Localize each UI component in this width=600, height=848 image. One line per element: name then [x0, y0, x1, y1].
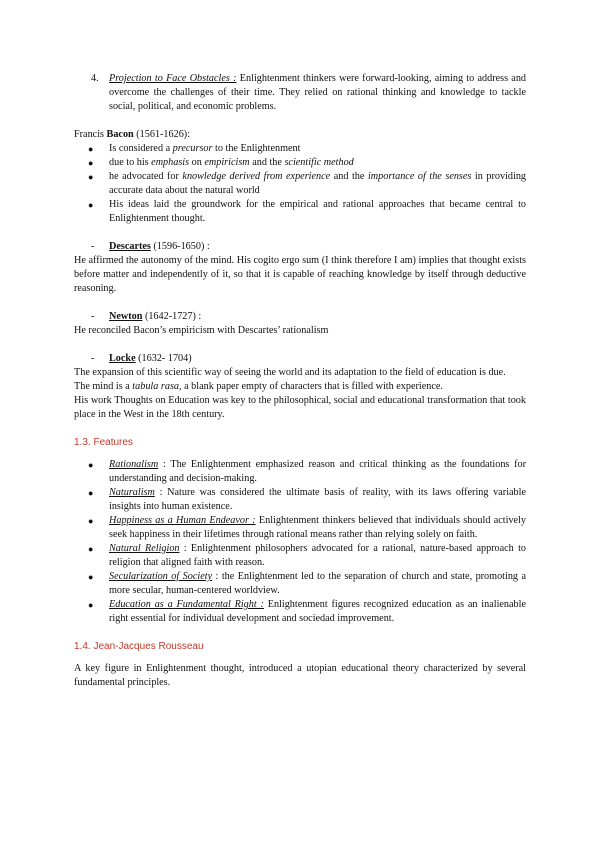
bullet-icon: ● — [88, 544, 94, 554]
bullet-icon: ● — [88, 200, 94, 210]
text: in providing accurate data about the natural world — [109, 171, 527, 196]
text: , a blank paper empty of characters that is filled with experience. — [179, 381, 443, 392]
list-item — [74, 142, 526, 156]
locke-name: Locke — [109, 353, 136, 364]
emphasis: knowledge derived from experience — [182, 171, 331, 182]
feature-title: Happiness as a Human Endeavor : — [109, 515, 256, 526]
bullet-icon: ● — [88, 600, 94, 610]
text: due to his — [109, 157, 152, 168]
list-item — [74, 198, 526, 226]
list-item — [74, 598, 526, 626]
locke-paragraph-2 — [74, 380, 526, 394]
section-heading-rousseau: 1.4. Jean-Jacques Rousseau — [74, 641, 204, 652]
list-item — [74, 458, 526, 486]
text: to the Enlightenment — [212, 143, 301, 154]
emphasis: importance of the senses — [367, 171, 472, 182]
bullet-icon: ● — [88, 172, 94, 182]
list-item — [74, 570, 526, 598]
item-text: Enlightenment thinkers were forward-looking, aiming to address and overcome the challenges of their time. They relied on rational thinking and knowledge to tackle social, political, and economic problems. — [109, 73, 527, 112]
text: he advocated for — [109, 171, 183, 182]
list-item — [74, 514, 526, 542]
list-item — [74, 156, 526, 170]
text: and the — [249, 157, 285, 168]
emphasis: empiricism — [204, 157, 250, 168]
bacon-prefix: Francis — [74, 129, 107, 140]
descartes-dates: (1596-1650) : — [150, 241, 210, 252]
dash-marker: - — [91, 241, 95, 252]
text: His ideas laid the groundwork for the empirical and rational approaches that became central to Enlightenment thought. — [109, 199, 526, 224]
locke-paragraph-1: The expansion of this scientific way of seeing the world and its adaptation to the field of education is due. — [74, 367, 506, 378]
feature-text: : the Enlightenment led to the separation of church and state, promoting a more secular, human-centered worldview. — [109, 571, 526, 596]
feature-title: Education as a Fundamental Right : — [109, 599, 264, 610]
descartes-name: Descartes — [109, 241, 151, 252]
features-list — [74, 458, 526, 626]
document-page — [74, 72, 526, 690]
descartes-heading — [74, 240, 526, 254]
newton-name: Newton — [109, 311, 143, 322]
feature-title: Natural Religion — [109, 543, 180, 554]
bullet-icon: ● — [88, 144, 94, 154]
item-title: Projection to Face Obstacles : — [109, 73, 237, 84]
feature-text: : Nature was considered the ultimate basis of reality, with its laws offering variable insights into human existence. — [109, 487, 526, 512]
text: Is considered a — [109, 143, 173, 154]
newton-dates: (1642-1727) : — [142, 311, 202, 322]
locke-paragraph-3: His work Thoughts on Education was key to the philosophical, social and educational transformation that took place in the West in the 18th century. — [74, 395, 526, 420]
bacon-name: Bacon — [106, 129, 134, 140]
bullet-icon: ● — [88, 488, 94, 498]
bullet-icon: ● — [88, 516, 94, 526]
emphasis: precursor — [172, 143, 213, 154]
bullet-icon: ● — [88, 572, 94, 582]
locke-heading — [74, 352, 526, 366]
locke-dates: (1632- 1704) — [135, 353, 192, 364]
feature-text: Enlightenment figures recognized education as an inalienable right essential for individual development and sociedad improvement. — [109, 599, 526, 624]
feature-title: Rationalism — [109, 459, 159, 470]
item-number: 4. — [91, 73, 99, 84]
rousseau-text: A key figure in Enlightenment thought, introduced a utopian educational theory characterized by several fundamental principles. — [74, 663, 526, 688]
dash-marker: - — [91, 353, 95, 364]
feature-title: Secularization of Society — [109, 571, 213, 582]
emphasis: tabula rasa — [132, 381, 179, 392]
newton-text: He reconciled Bacon’s empiricism with Descartes’ rationalism — [74, 325, 329, 336]
numbered-item-4 — [74, 72, 526, 114]
bacon-dates: (1561-1626): — [133, 129, 191, 140]
emphasis: emphasis — [151, 157, 190, 168]
emphasis: scientific method — [284, 157, 354, 168]
descartes-text: He affirmed the autonomy of the mind. His cogito ergo sum (I think therefore I am) implies that thought exists before matter and independently of it, so that it is capable of reaching knowledge by itself through deductive reasoning. — [74, 255, 526, 294]
bullet-icon: ● — [88, 460, 94, 470]
section-heading-features: 1.3. Features — [74, 437, 133, 448]
feature-text: Enlightenment thinkers believed that individuals should actively seek happiness in their lifetimes through rational means rather than relying solely on faith. — [109, 515, 526, 540]
feature-text: : The Enlightenment emphasized reason and critical thinking as the foundations for understanding and decision-making. — [109, 459, 526, 484]
newton-heading — [74, 310, 526, 324]
list-item — [74, 486, 526, 514]
bacon-heading — [74, 128, 526, 142]
text: on — [189, 157, 205, 168]
text: and the — [330, 171, 368, 182]
list-item — [74, 170, 526, 198]
bullet-icon: ● — [88, 158, 94, 168]
dash-marker: - — [91, 311, 95, 322]
text: The mind is a — [74, 381, 133, 392]
feature-text: : Enlightenment philosophers advocated for a rational, nature-based approach to religion that aligned faith with reason. — [109, 543, 527, 568]
bacon-list — [74, 142, 526, 226]
list-item — [74, 542, 526, 570]
feature-title: Naturalism — [109, 487, 155, 498]
